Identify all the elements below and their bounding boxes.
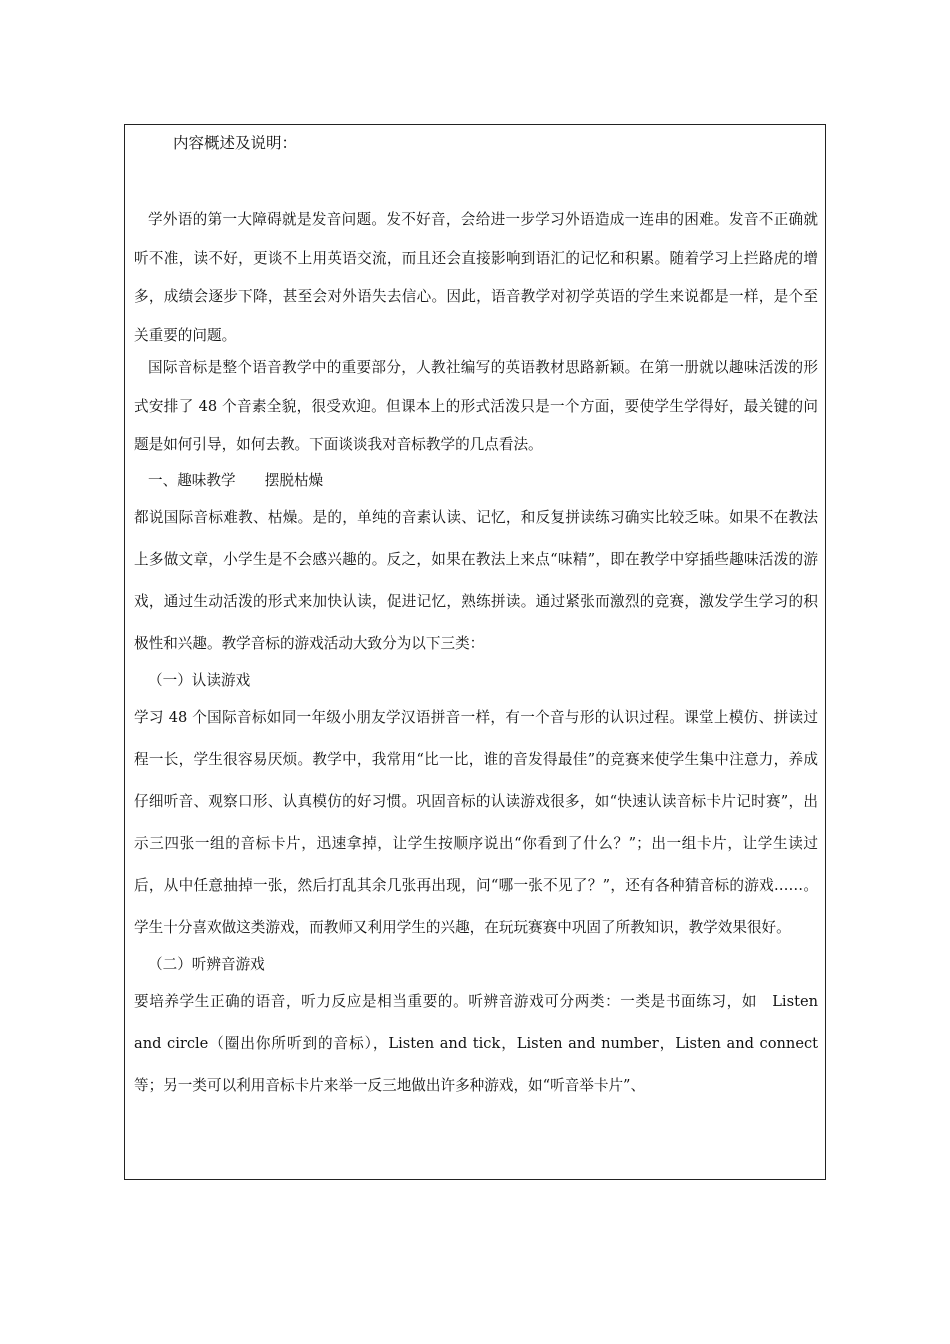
document-body — [134, 201, 818, 1107]
sub1-title: （一）认读游戏 — [148, 671, 251, 689]
intro-paragraph: 学外语的第一大障碍就是发音问题。发不好音，会给进一步学习外语造成一连串的困难。发音不正确就听不准，读不好，更谈不上用英语交流，而且还会直接影响到语汇的记忆和积累。随着学习上拦路虎的增多，成绩会逐步下降，甚至会对外语失去信心。因此，语音教学对初学英语的学生来说都是一样，是个至关重要的问题。 — [134, 211, 818, 344]
ipa-paragraph: 国际音标是整个语音教学中的重要部分，人教社编写的英语教材思路新颖。在第一册就以趣味活泼的形式安排了 48 个音素全貌，很受欢迎。但课本上的形式活泼只是一个方面，要使学生学得好，最关键的问题是如何引导，如何去教。下面谈谈我对音标教学的几点看法。 — [134, 359, 818, 453]
section1-paragraph: 都说国际音标难教、枯燥。是的，单纯的音素认读、记忆，和反复拼读练习确实比较乏味。如果不在教法上多做文章，小学生是不会感兴趣的。反之，如果在教法上来点“味精”，即在教学中穿插些趣味活泼的游戏，通过生动活泼的形式来加快认读，促进记忆，熟练拼读。通过紧张而激烈的竞赛，激发学生学习的积极性和兴趣。教学音标的游戏活动大致分为以下三类： — [134, 508, 818, 652]
section1-title: 一、趣味教学 摆脱枯燥 — [148, 471, 324, 489]
content-table-cell — [124, 124, 826, 1180]
section-heading: 内容概述及说明： — [173, 134, 298, 152]
sub2-title: （二）听辨音游戏 — [148, 955, 265, 973]
sub2-paragraph: 要培养学生正确的语音，听力反应是相当重要的。听辨音游戏可分两类：一类是书面练习，如 Listen and circle（圈出你所听到的音标），Listen and tick，Listen and number，Listen and connect 等；另一类可以利用音标卡片来举一反三地做出许多种游戏，如“听音举卡片”、 — [134, 992, 818, 1094]
sub1-paragraph: 学习 48 个国际音标如同一年级小朋友学汉语拼音一样，有一个音与形的认识过程。课堂上模仿、拼读过程一长，学生很容易厌烦。教学中，我常用“比一比，谁的音发得最佳”的竞赛来使学生集中注意力，养成仔细听音、观察口形、认真模仿的好习惯。巩固音标的认读游戏很多，如“快速认读音标卡片记时赛”，出示三四张一组的音标卡片，迅速拿掉，让学生按顺序说出“你看到了什么？”；出一组卡片，让学生读过后，从中任意抽掉一张，然后打乱其余几张再出现，问“哪一张不见了？”，还有各种猜音标的游戏……。学生十分喜欢做这类游戏，而教师又利用学生的兴趣，在玩玩赛赛中巩固了所教知识，教学效果很好。 — [134, 708, 818, 936]
